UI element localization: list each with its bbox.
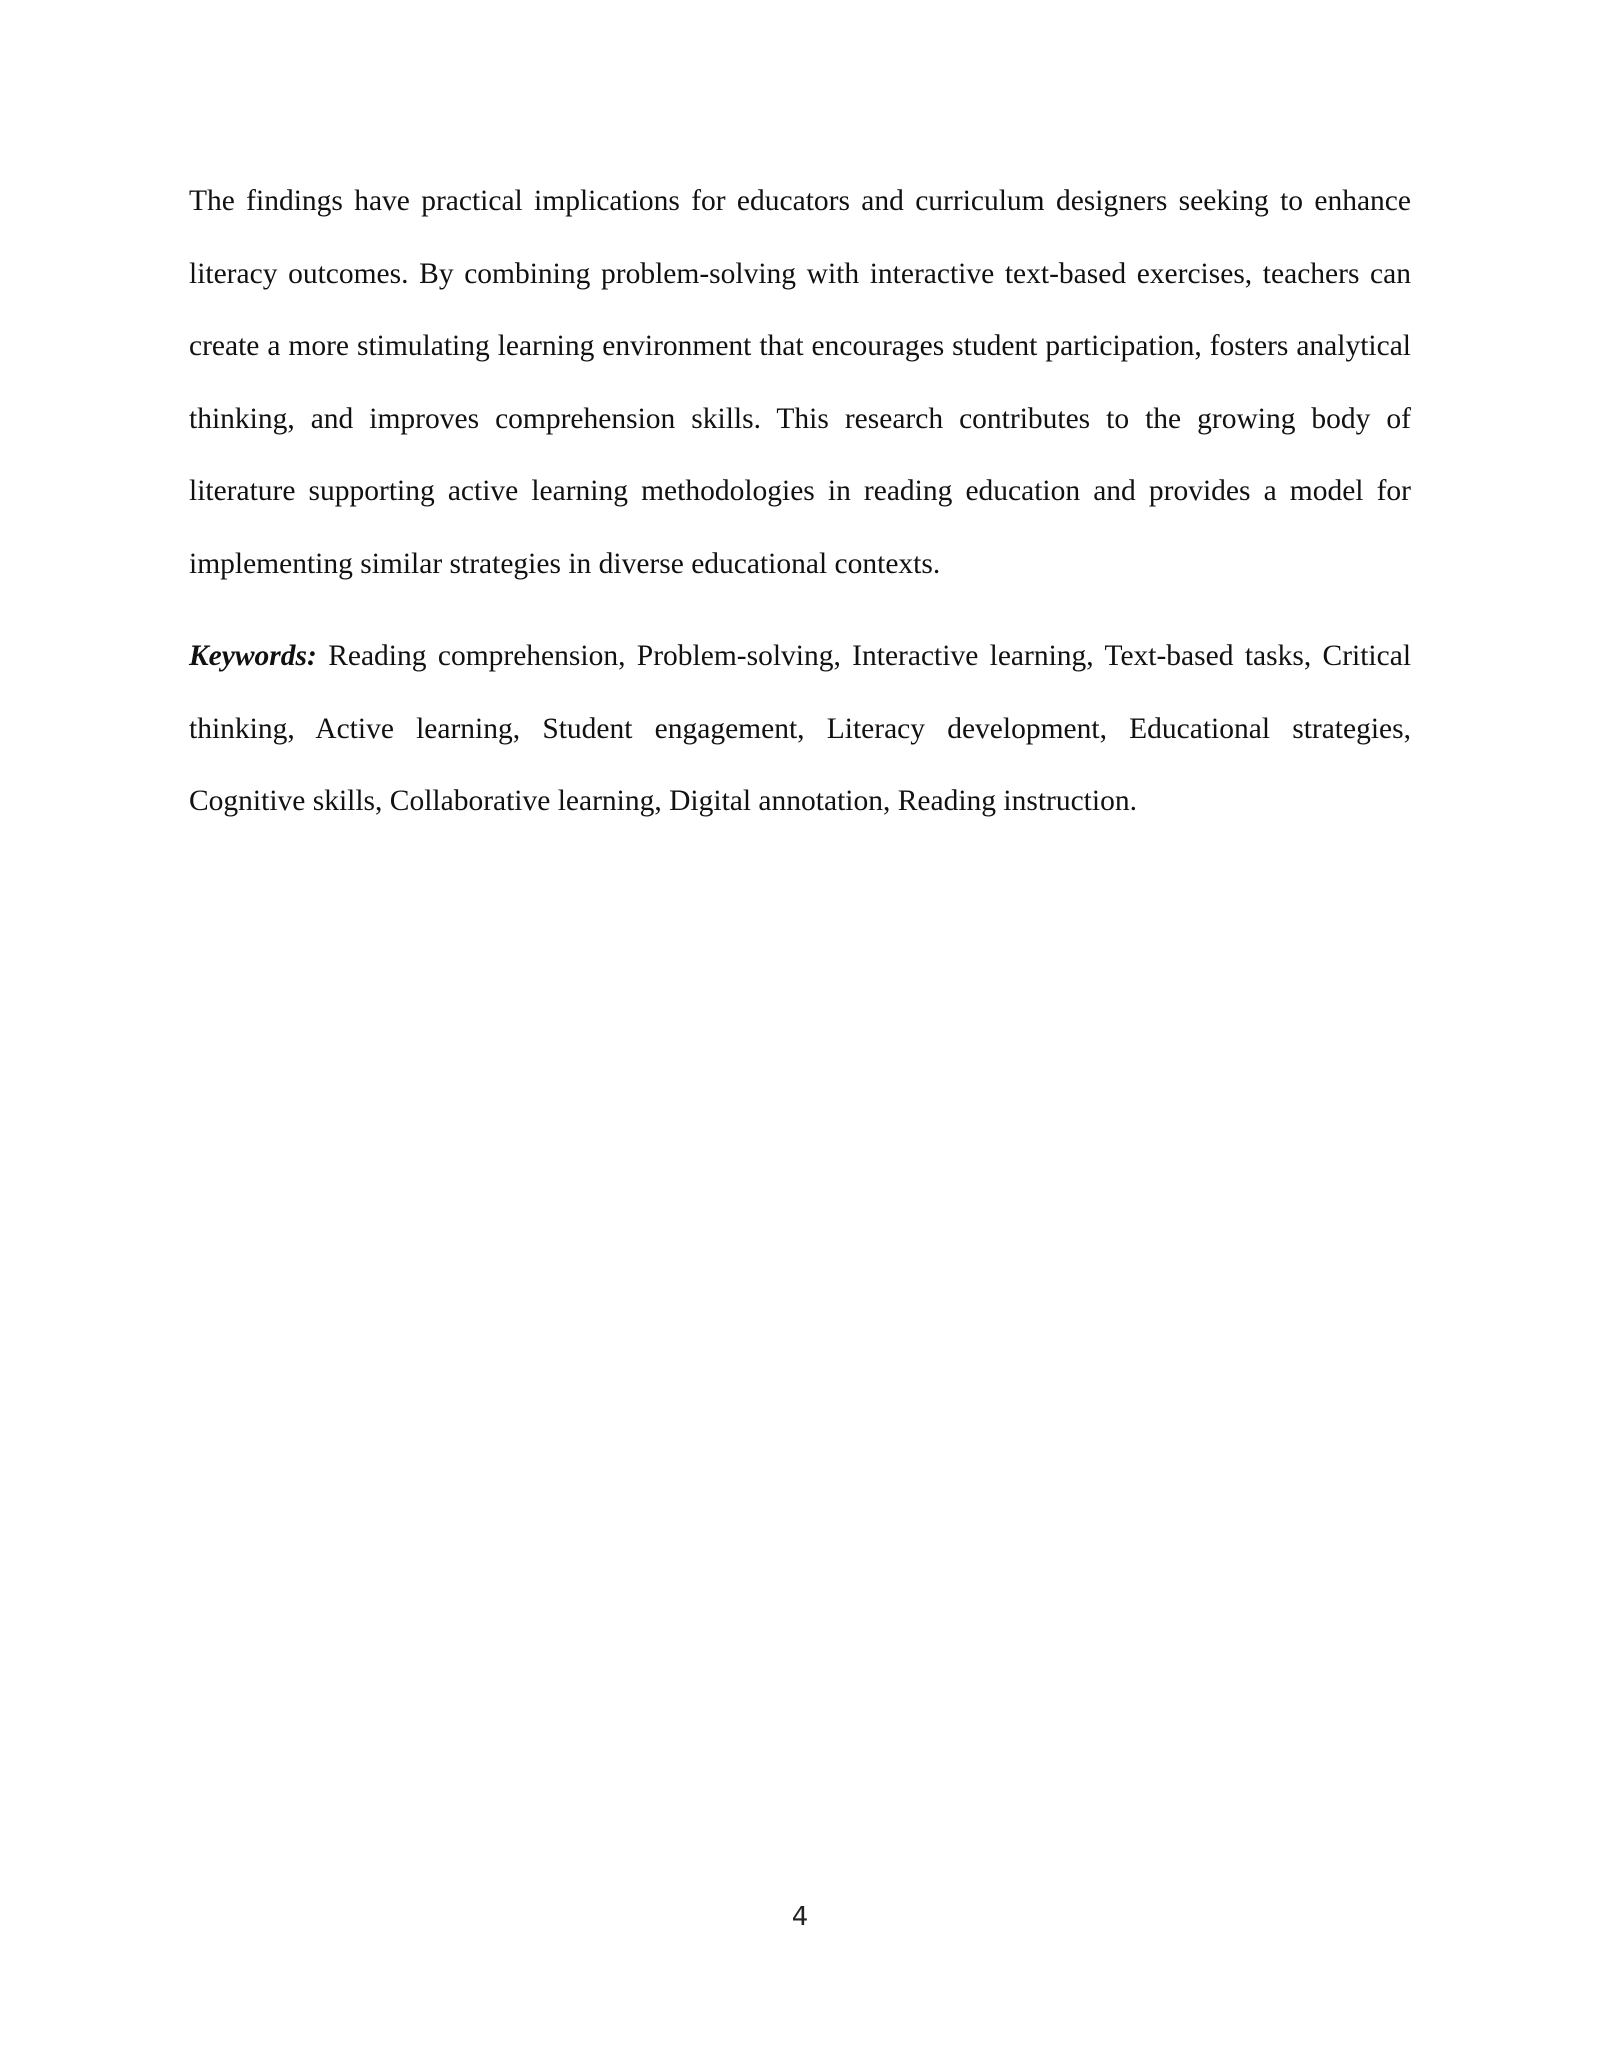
page-number: 4 xyxy=(791,1902,809,1932)
body-paragraph: The findings have practical implications for educators and curriculum designers seeking to enhance literacy outcomes. By combining problem-solving with interactive text-based exercises, teachers can create a more stimulating learning environment that encourages student participation, fosters analytical thinking, and improves comprehension skills. This research contributes to the growing body of literature supporting active learning methodologies in reading education and provides a model for implementing similar strategies in diverse educational contexts. xyxy=(189,185,1411,580)
document-body xyxy=(189,165,1411,838)
keywords-label: Keywords: xyxy=(189,640,317,672)
keywords-paragraph xyxy=(189,620,1411,838)
keywords-list: Reading comprehension, Problem-solving, Interactive learning, Text-based tasks, Critical thinking, Active learning, Student engagement, Literacy development, Educational strategies, Cognitive skills, Collaborative learning, Digital annotation, Reading instruction. xyxy=(189,640,1412,817)
